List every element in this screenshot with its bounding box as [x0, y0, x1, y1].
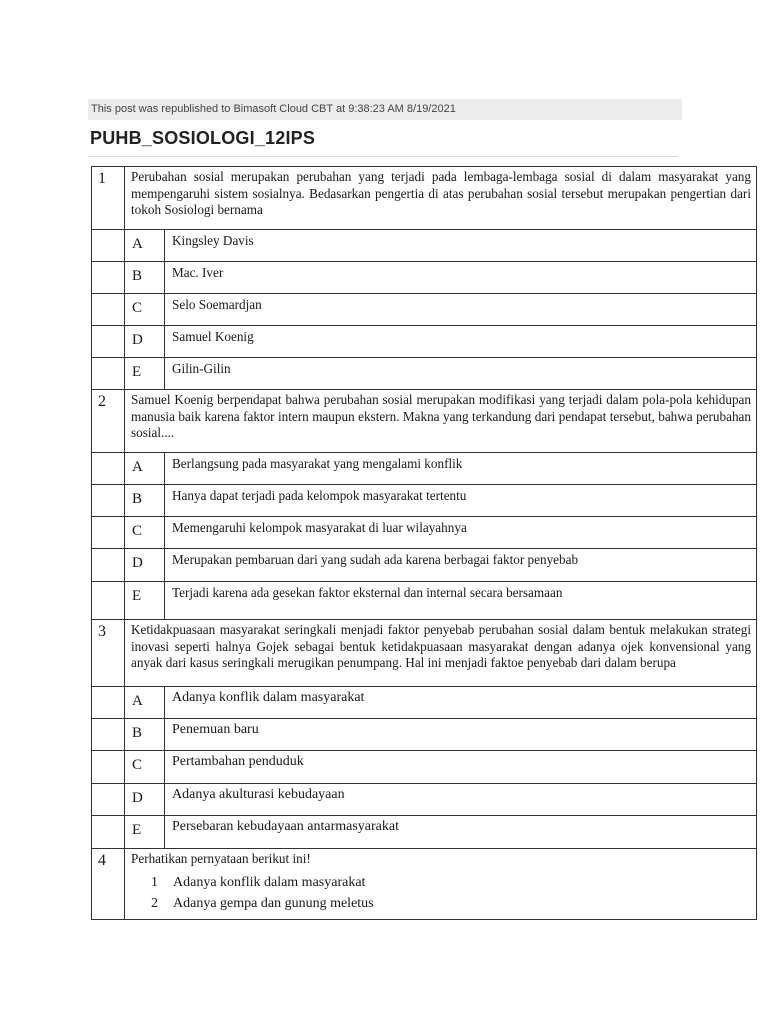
option-row[interactable] [92, 453, 757, 485]
option-letter: E [125, 816, 165, 849]
option-letter: B [125, 719, 165, 751]
question-table [91, 166, 757, 920]
statement-number: 1 [151, 874, 158, 890]
statement-list [151, 872, 751, 914]
statement-text: Adanya konflik dalam masyarakat [173, 874, 366, 890]
option-row[interactable] [92, 230, 757, 262]
question-text: Ketidakpuasaan masyarakat seringkali menjadi faktor penyebab perubahan sosial dalam bentuk melakukan strategi inovasi seperti halnya Gojek sebagai bentuk ketidakpuasaan masyarakat dengan adanya ojek konvensional yang anyak dari kasus seringkali merugikan penumpang. Hal ini menjadi faktoe penyebab dari dalam berupa [125, 620, 757, 687]
option-text: Kingsley Davis [165, 230, 757, 262]
option-letter: C [125, 751, 165, 784]
option-row[interactable] [92, 485, 757, 517]
option-row[interactable] [92, 784, 757, 816]
option-text: Persebaran kebudayaan antarmasyarakat [165, 816, 757, 849]
option-letter: C [125, 517, 165, 549]
option-letter: C [125, 294, 165, 326]
option-letter: A [125, 687, 165, 719]
question-row [92, 849, 757, 920]
question-number: 1 [92, 167, 125, 230]
option-text: Hanya dapat terjadi pada kelompok masyarakat tertentu [165, 485, 757, 517]
option-row[interactable] [92, 549, 757, 582]
option-letter: B [125, 262, 165, 294]
statement-text: Adanya gempa dan gunung meletus [173, 895, 374, 911]
option-text: Mac. Iver [165, 262, 757, 294]
option-text: Gilin-Gilin [165, 358, 757, 390]
option-row[interactable] [92, 294, 757, 326]
option-letter: B [125, 485, 165, 517]
option-text: Samuel Koenig [165, 326, 757, 358]
question-number: 2 [92, 390, 125, 453]
question-number: 4 [92, 849, 125, 920]
statement-number: 2 [151, 895, 158, 911]
option-row[interactable] [92, 687, 757, 719]
option-letter: E [125, 582, 165, 620]
option-letter: D [125, 784, 165, 816]
question-text: Samuel Koenig berpendapat bahwa perubahan sosial merupakan modifikasi yang terjadi dalam pola-pola kehidupan manusia baik karena faktor intern maupun ekstern. Makna yang terkandung dari pendapat tersebut, bahwa perubahan sosial.... [125, 390, 757, 453]
page-title: PUHB_SOSIOLOGI_12IPS [90, 128, 316, 148]
option-text: Adanya konflik dalam masyarakat [165, 687, 757, 719]
option-row[interactable] [92, 719, 757, 751]
title-divider [88, 156, 678, 157]
option-letter: A [125, 453, 165, 485]
question-cell [125, 849, 757, 920]
option-text: Penemuan baru [165, 719, 757, 751]
option-row[interactable] [92, 582, 757, 620]
option-text: Memengaruhi kelompok masyarakat di luar wilayahnya [165, 517, 757, 549]
question-row [92, 620, 757, 687]
question-row [92, 167, 757, 230]
option-text: Terjadi karena ada gesekan faktor eksternal dan internal secara bersamaan [165, 582, 757, 620]
option-row[interactable] [92, 326, 757, 358]
option-letter: A [125, 230, 165, 262]
statement-item [151, 893, 751, 914]
question-row [92, 390, 757, 453]
option-row[interactable] [92, 517, 757, 549]
option-row[interactable] [92, 262, 757, 294]
option-row[interactable] [92, 358, 757, 390]
option-row[interactable] [92, 816, 757, 849]
option-text: Berlangsung pada masyarakat yang mengalami konflik [165, 453, 757, 485]
option-letter: E [125, 358, 165, 390]
option-text: Pertambahan penduduk [165, 751, 757, 784]
question-text: Perhatikan pernyataan berikut ini! [131, 851, 311, 866]
statement-item [151, 872, 751, 893]
option-letter: D [125, 326, 165, 358]
option-letter: D [125, 549, 165, 582]
option-text: Selo Soemardjan [165, 294, 757, 326]
option-text: Merupakan pembaruan dari yang sudah ada karena berbagai faktor penyebab [165, 549, 757, 582]
question-number: 3 [92, 620, 125, 687]
option-row[interactable] [92, 751, 757, 784]
republish-banner: This post was republished to Bimasoft Cloud CBT at 9:38:23 AM 8/19/2021 [88, 99, 682, 120]
question-text: Perubahan sosial merupakan perubahan yang terjadi pada lembaga-lembaga sosial di dalam masyarakat yang mempengaruhi sistem sosialnya. Bedasarkan pengertia di atas perubahan sosial tersebut merupakan pengertian dari tokoh Sosiologi bernama [125, 167, 757, 230]
option-text: Adanya akulturasi kebudayaan [165, 784, 757, 816]
